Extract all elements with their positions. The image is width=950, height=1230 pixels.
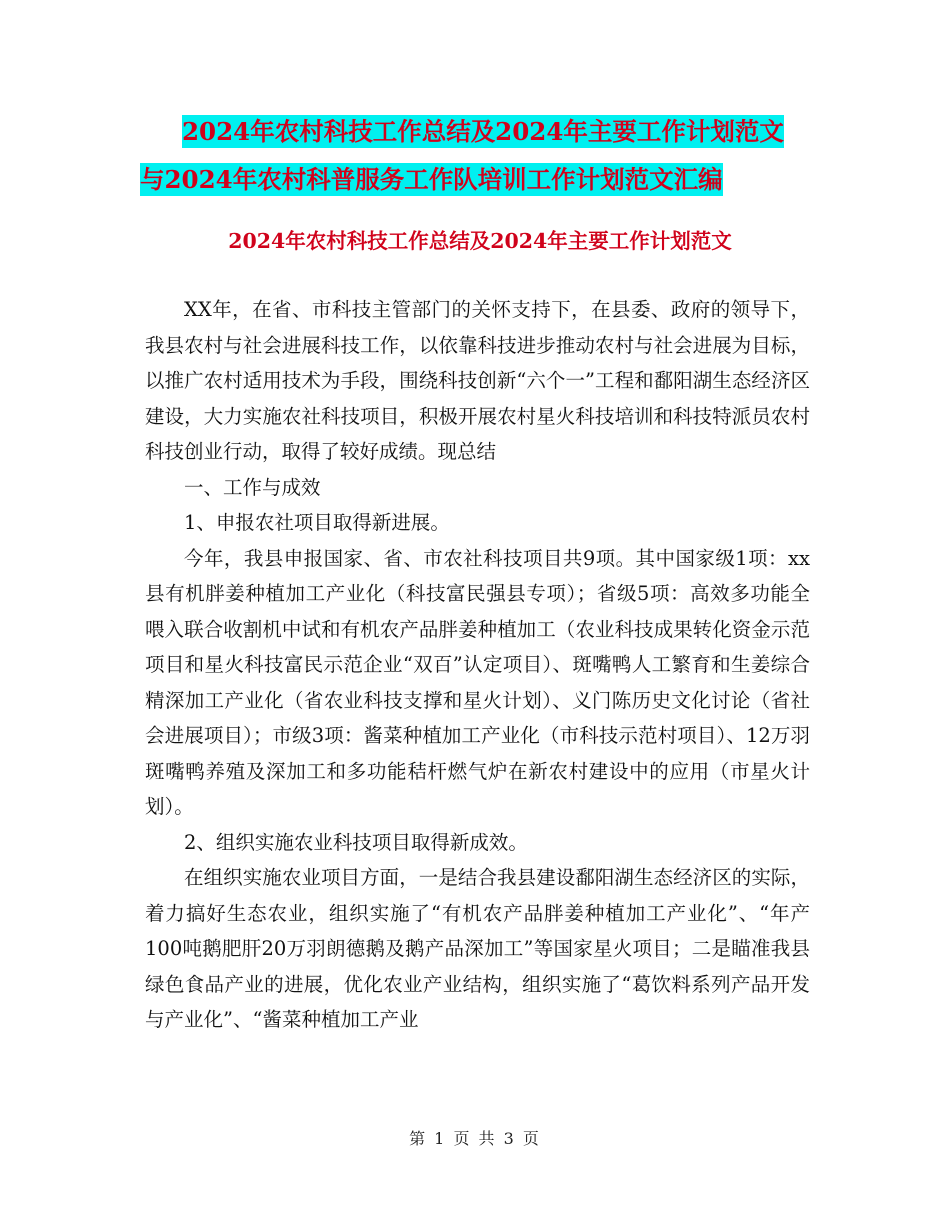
page-number: 第 1 页 共 3 页 <box>409 1129 541 1148</box>
section-title: 2024年农村科技工作总结及2024年主要工作计划范文 <box>228 229 732 253</box>
title-highlight: 与2024年农村科普服务工作队培训工作计划范文汇编 <box>140 165 723 194</box>
heading-work-results: 一、工作与成效 <box>184 475 321 499</box>
title-highlight: 2024年农村科技工作总结及2024年主要工作计划范文 <box>182 117 784 146</box>
subheading-project-implementation: 2、组织实施农业科技项目取得新成效。 <box>184 830 528 854</box>
paragraph-project-application: 今年，我县申报国家、省、市农社科技项目共9项。其中国家级1项：xx县有机胖姜种植加工产业化（科技富民强县专项）；省级5项：高效多功能全喂入联合收割机中试和有机农产品胖姜种植加工（农业科技成果转化资金示范项目和星火科技富民示范企业“双百”认定项目）、斑嘴鸭人工繁育和生姜综合精深加工产业化（省农业科技支撑和星火计划）、义门陈历史文化讨论（省社会进展项目）；市级3项：酱菜种植加工产业化（市科技示范村项目）、12万羽斑嘴鸭养殖及深加工和多功能秸杆燃气炉在新农村建设中的应用（市星火计划）。 <box>145 546 810 818</box>
document-title-line-1 <box>140 108 830 156</box>
paragraph-intro: XX年，在省、市科技主管部门的关怀支持下，在县委、政府的领导下，我县农村与社会进展科技工作，以依靠科技进步推动农村与社会进展为目标，以推广农村适用技术为手段，围绕科技创新“六个一”工程和鄱阳湖生态经济区建设，大力实施农社科技项目，积极开展农村星火科技培训和科技特派员农村科技创业行动，取得了较好成绩。现总结 <box>145 298 810 463</box>
document-title <box>140 108 830 204</box>
document-body <box>145 292 810 1038</box>
paragraph-project-implementation: 在组织实施农业项目方面，一是结合我县建设鄱阳湖生态经济区的实际，着力搞好生态农业，组织实施了“有机农产品胖姜种植加工产业化”、“年产100吨鹅肥肝20万羽朗德鹅及鹅产品深加工”等国家星火项目；二是瞄准我县绿色食品产业的进展，优化农业产业结构，组织实施了“葛饮料系列产品开发与产业化”、“酱菜种植加工产业 <box>145 866 810 1031</box>
subheading-project-application: 1、申报农社项目取得新进展。 <box>184 511 450 534</box>
document-title-line-2 <box>140 156 830 204</box>
